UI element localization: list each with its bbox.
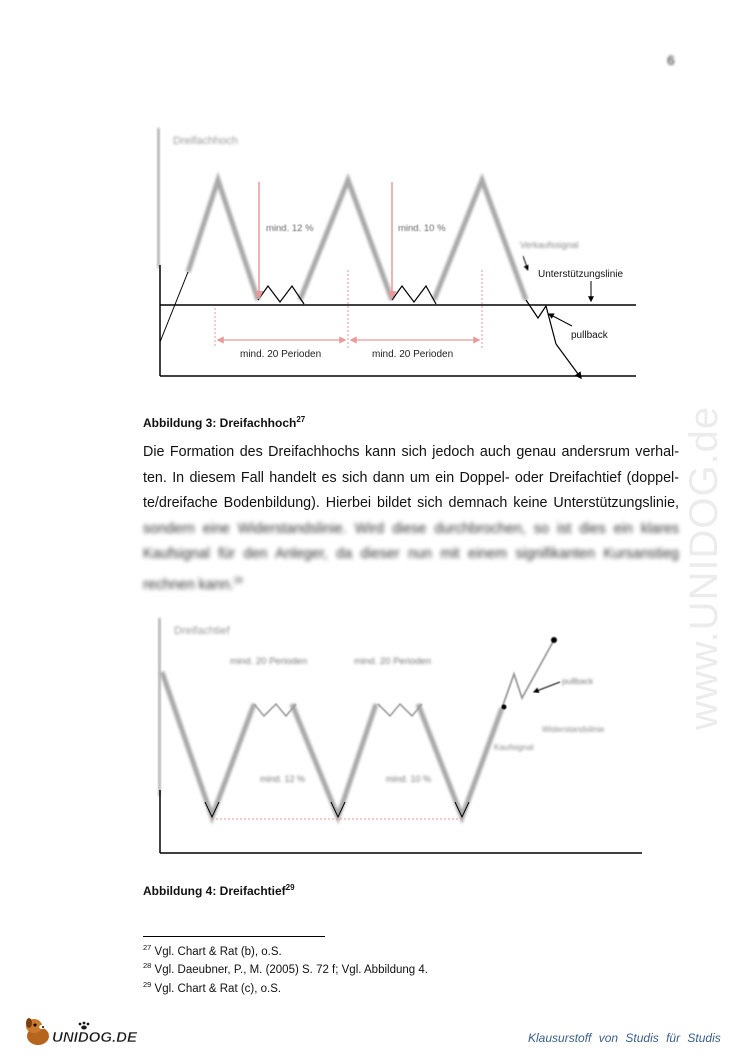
label2-widerstandslinie: Widerstandslinie <box>542 724 605 734</box>
caption-figure-3 <box>143 415 305 430</box>
paragraph-line-6 <box>143 568 679 594</box>
caption-figure-4-text: Abbildung 4: Dreifachtief <box>143 884 286 898</box>
logo-text: UNIDOG.DE <box>52 1029 138 1046</box>
footnote-28: $^{28}$ Vgl. Daeubner, P., M. (2005) S. 72 f; Vgl. Abbildung 4. <box>143 961 428 977</box>
label2-perioden-2: mind. 20 Perioden <box>354 656 432 667</box>
price-path <box>160 272 188 342</box>
paragraph-line-4: sondern eine Widerstandslinie. Wird diese durchbrochen, so ist dies ein klares <box>143 520 679 537</box>
unidog-logo <box>22 1012 152 1050</box>
footnote-29: $^{29}$ Vgl. Chart & Rat (c), o.S. <box>143 979 282 995</box>
figure1-inner-title: Dreifachhoch <box>173 135 238 147</box>
paragraph-line-2: ten. In diesem Fall handelt es sich dann um ein Doppel- oder Dreifachtief (doppel- <box>143 469 679 486</box>
peak-line <box>188 180 258 300</box>
label2-pullback: pullback <box>562 676 594 686</box>
label-mind12: mind. 12 % <box>266 223 314 234</box>
label2-mind10: mind. 10 % <box>386 774 432 784</box>
figure2-inner-title: Dreifachtief <box>174 625 230 637</box>
y-axis-blur <box>157 128 160 268</box>
caption-figure-3-sup: 27 <box>296 415 306 424</box>
footnote-27: $^{27}$ Vgl. Chart & Rat (b), o.S. <box>143 943 282 958</box>
label-unterstuetzungslinie: Unterstützungslinie <box>538 269 624 280</box>
paragraph-line-5: Kaufsignal für den Anleger, da dieser nun mit einem signifikanten Kursanstieg <box>143 546 679 562</box>
label-pullback: pullback <box>571 330 608 341</box>
label-mind10: mind. 10 % <box>398 223 446 234</box>
paragraph-line-3: te/dreifache Bodenbildung). Hierbei bildet sich demnach keine Unterstützungslinie, <box>143 495 679 511</box>
caption-figure-3-text: Abbildung 3: Dreifachhoch <box>143 416 297 430</box>
caption-figure-4-sup: 29 <box>285 883 295 892</box>
body-paragraph <box>143 440 679 593</box>
label-verkaufssignal: Verkaufssignal <box>520 240 579 250</box>
figure-dreifachtief <box>150 612 650 860</box>
footnotes <box>143 941 428 996</box>
caption-figure-4 <box>143 883 295 898</box>
paragraph-footnote-ref: 28 <box>233 575 243 585</box>
watermark-text: www.UNIDOG.de <box>682 405 726 730</box>
footer-slogan: Klausurstoff von Studis für Studis <box>528 1031 721 1045</box>
paragraph-last-line: rechnen kann. <box>143 576 234 593</box>
page-number: 6 <box>667 52 675 68</box>
label2-kaufsignal: Kaufsignal <box>494 742 534 752</box>
paragraph-line-1: Die Formation des Dreifachhochs kann sich jedoch auch genau andersrum verhal- <box>143 444 679 460</box>
valley-line <box>162 672 254 817</box>
label2-perioden-1: mind. 20 Perioden <box>230 656 308 667</box>
label-perioden-1: mind. 20 Perioden <box>240 349 322 360</box>
label-perioden-2: mind. 20 Perioden <box>372 349 454 360</box>
figure-dreifachhoch <box>140 120 660 390</box>
dog-icon <box>26 1018 49 1045</box>
footnote-rule <box>143 936 325 937</box>
label2-mind12: mind. 12 % <box>260 774 306 784</box>
